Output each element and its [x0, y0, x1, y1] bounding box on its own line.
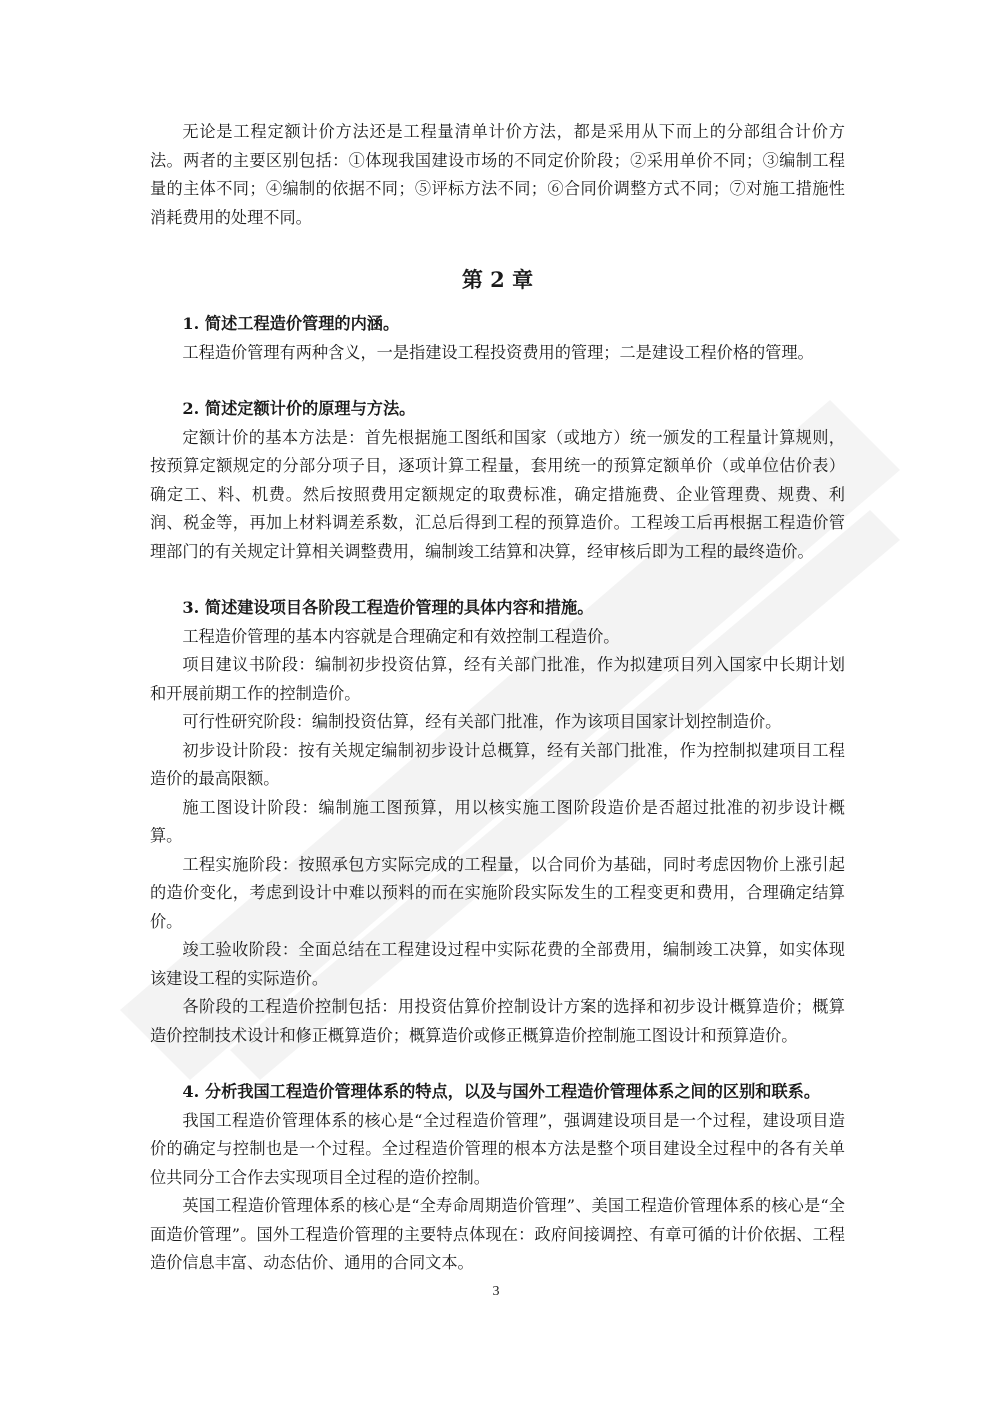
question-3 [150, 594, 845, 1050]
question-3-answer: 施工图设计阶段：编制施工图预算，用以核实施工图阶段造价是否超过批准的初步设计概算。 [150, 797, 845, 845]
chapter-title: 第 2 章 [461, 267, 534, 292]
question-1 [150, 310, 845, 367]
question-3-answer: 各阶段的工程造价控制包括：用投资估算价控制设计方案的选择和初步设计概算造价；概算造价控制技术设计和修正概算造价；概算造价或修正概算造价控制施工图设计和预算造价。 [150, 997, 845, 1045]
question-4-answer: 我国工程造价管理体系的核心是“全过程造价管理”，强调建设项目是一个过程，建设项目造价的确定与控制也是一个过程。全过程造价管理的根本方法是整个项目建设全过程中的各有关单位共同分工合作去实现项目全过程的造价控制。 [150, 1110, 845, 1187]
question-3-title: 3. 简述建设项目各阶段工程造价管理的具体内容和措施。 [182, 598, 594, 617]
question-3-answer: 可行性研究阶段：编制投资估算，经有关部门批准，作为该项目国家计划控制造价。 [182, 712, 782, 731]
page-number: 3 [492, 1284, 500, 1299]
question-3-answer: 工程造价管理的基本内容就是合理确定和有效控制工程造价。 [182, 626, 620, 646]
question-4-title: 4. 分析我国工程造价管理体系的特点，以及与国外工程造价管理体系之间的区别和联系。 [182, 1082, 821, 1101]
question-3-answer: 工程实施阶段：按照承包方实际完成的工程量，以合同价为基础，同时考虑因物价上涨引起的造价变化，考虑到设计中难以预料的而在实施阶段实际发生的工程变更和费用，合理确定结算价。 [150, 854, 845, 931]
question-1-title: 1. 简述工程造价管理的内涵。 [182, 314, 400, 333]
document-body [150, 118, 845, 1278]
intro-paragraph: 无论是工程定额计价方法还是工程量清单计价方法，都是采用从下而上的分部组合计价方法。两者的主要区别包括：①体现我国建设市场的不同定价阶段；②采用单价不同；③编制工程量的主体不同；④编制的依据不同；⑤评标方法不同；⑥合同价调整方式不同；⑦对施工措施性消耗费用的处理不同。 [150, 122, 845, 227]
question-3-answer: 初步设计阶段：按有关规定编制初步设计总概算，经有关部门批准，作为控制拟建项目工程造价的最高限额。 [150, 740, 845, 788]
question-3-answer: 项目建议书阶段：编制初步投资估算，经有关部门批准，作为拟建项目列入国家中长期计划和开展前期工作的控制造价。 [150, 655, 845, 703]
question-3-answer: 竣工验收阶段：全面总结在工程建设过程中实际花费的全部费用，编制竣工决算，如实体现该建设工程的实际造价。 [150, 940, 845, 988]
question-2 [150, 395, 845, 566]
question-2-answer: 定额计价的基本方法是：首先根据施工图纸和国家（或地方）统一颁发的工程量计算规则，按预算定额规定的分部分项子目，逐项计算工程量，套用统一的预算定额单价（或单位估价表）确定工、料、机费。然后按照费用定额规定的取费标准，确定措施费、企业管理费、规费、利润、税金等，再加上材料调差系数，汇总后得到工程的预算造价。工程竣工后再根据工程造价管理部门的有关规定计算相关调整费用，编制竣工结算和决算，经审核后即为工程的最终造价。 [150, 427, 845, 561]
question-1-answer: 工程造价管理有两种含义，一是指建设工程投资费用的管理；二是建设工程价格的管理。 [182, 342, 814, 362]
question-4-answer: 英国工程造价管理体系的核心是“全寿命周期造价管理”、美国工程造价管理体系的核心是“全面造价管理”。国外工程造价管理的主要特点体现在：政府间接调控、有章可循的计价依据、工程造价信息丰富、动态估价、通用的合同文本。 [150, 1196, 845, 1272]
question-4 [150, 1078, 845, 1278]
question-2-title: 2. 简述定额计价的原理与方法。 [182, 399, 416, 418]
